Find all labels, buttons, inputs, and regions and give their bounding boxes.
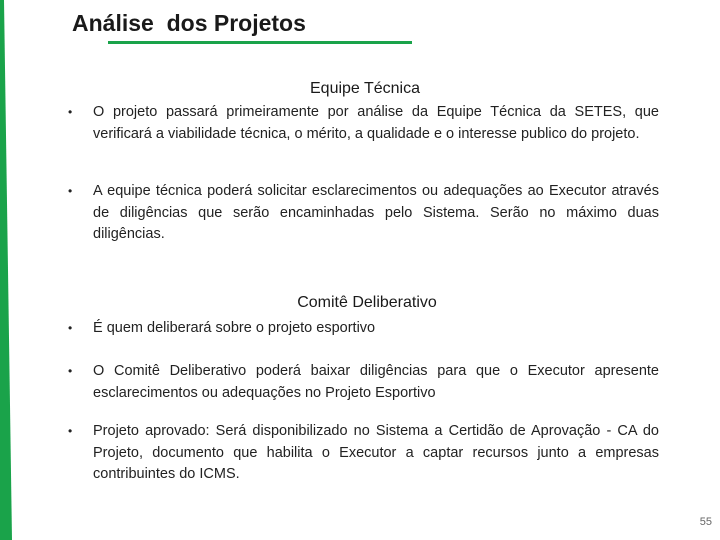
left-accent-bar bbox=[0, 0, 12, 540]
section-heading-comite-deliberativo: Comitê Deliberativo bbox=[297, 294, 437, 311]
title-underline bbox=[108, 41, 412, 44]
bullet-text: Projeto aprovado: Será disponibilizado no Sistema a Certidão de Aprovação - CA do Projeto, documento que habilita o Executor a captar recursos junto a empresas contribuintes do ICMS. bbox=[93, 423, 659, 482]
bullet-icon: • bbox=[68, 105, 73, 119]
bullet-icon: • bbox=[68, 364, 73, 378]
bullet-text: O projeto passará primeiramente por análise da Equipe Técnica da SETES, que verificará a viabilidade técnica, o mérito, a qualidade e o interesse publico do projeto. bbox=[93, 104, 659, 142]
bullet-icon: • bbox=[68, 321, 73, 335]
slide-title: Análise dos Projetos bbox=[72, 10, 306, 36]
bullet-icon: • bbox=[68, 424, 73, 438]
bullet-icon: • bbox=[68, 184, 73, 198]
page-number: 55 bbox=[699, 516, 712, 528]
section-heading-equipe-tecnica: Equipe Técnica bbox=[310, 80, 420, 97]
bullet-text: O Comitê Deliberativo poderá baixar diligências para que o Executor apresente esclarecimentos ou adequações no Projeto Esportivo bbox=[93, 363, 659, 401]
bullet-text: A equipe técnica poderá solicitar esclarecimentos ou adequações ao Executor através de diligências que serão encaminhadas pelo Sistema. Serão no máximo duas diligências. bbox=[93, 183, 659, 242]
bullet-text: É quem deliberará sobre o projeto esportivo bbox=[93, 320, 376, 336]
